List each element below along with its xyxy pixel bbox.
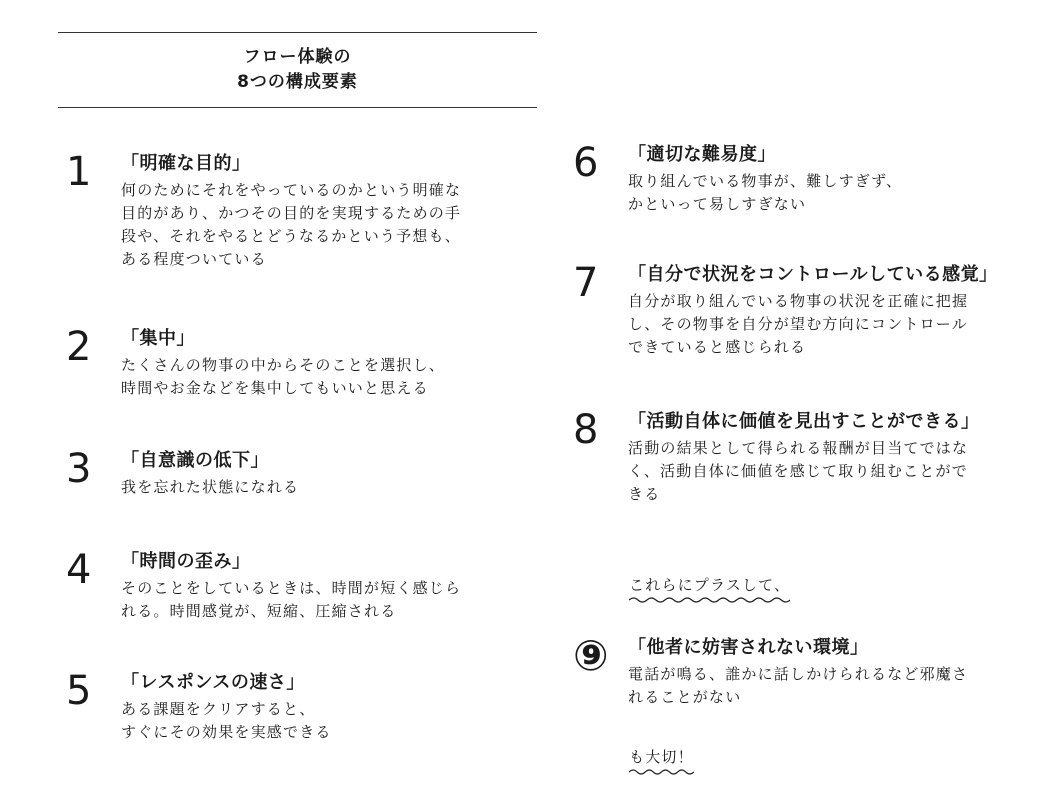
item-title: 「時間の歪み」 bbox=[121, 551, 251, 572]
item-description: たくさんの物事の中からそのことを選択し、 時間やお金などを集中してもいいと思える bbox=[121, 356, 446, 397]
plus-note bbox=[629, 574, 790, 596]
item-description: 取り組んでいる物事が、難しすぎず、 かといって易しすぎない bbox=[628, 172, 903, 213]
item-description: 電話が鳴る、誰かに話しかけられるなど邪魔さ れることがない bbox=[628, 665, 969, 706]
important-note bbox=[629, 746, 694, 768]
item-title: 「適切な難易度」 bbox=[628, 144, 776, 165]
item-title: 「自意識の低下」 bbox=[121, 450, 269, 471]
item-number: 4 bbox=[66, 547, 92, 593]
item-title: 「他者に妨害されない環境」 bbox=[628, 637, 869, 658]
item-number: 6 bbox=[573, 140, 599, 186]
item-description: そのことをしているときは、時間が短く感じら れる。時間感覚が、短縮、圧縮される bbox=[121, 579, 462, 620]
title-line-1: フロー体験の bbox=[243, 47, 352, 67]
item-title: 「集中」 bbox=[121, 328, 195, 349]
item-number: ⑨ bbox=[573, 631, 609, 680]
plus-note-text: これらにプラスして、 bbox=[629, 576, 791, 594]
item-description: 自分が取り組んでいる物事の状況を正確に把握 し、その物事を自分が望む方向にコントロール できていると感じられる bbox=[628, 292, 969, 356]
item-title: 「自分で状況をコントロールしている感覚」 bbox=[628, 264, 998, 285]
item-description: 何のためにそれをやっているのかという明確な 目的があり、かつその目的を実現するための手 段や、それをやるとどうなるかという予想も、 ある程度ついている bbox=[121, 181, 462, 268]
item-number: 7 bbox=[573, 260, 599, 306]
wave-underline bbox=[629, 768, 694, 776]
wave-underline bbox=[629, 596, 790, 604]
item-number: 5 bbox=[66, 668, 92, 714]
item-title: 「明確な目的」 bbox=[121, 153, 251, 174]
item-number: 8 bbox=[573, 407, 599, 453]
important-note-text: も大切！ bbox=[629, 748, 694, 766]
page-title bbox=[58, 32, 537, 108]
item-description: 活動の結果として得られる報酬が目当てではな く、活動自体に価値を感じて取り組むことがで きる bbox=[628, 439, 969, 503]
item-number: 2 bbox=[66, 324, 92, 370]
item-description: 我を忘れた状態になれる bbox=[121, 478, 300, 496]
item-title: 「レスポンスの速さ」 bbox=[121, 672, 305, 693]
item-number: 1 bbox=[66, 149, 92, 195]
item-title: 「活動自体に価値を見出すことができる」 bbox=[628, 411, 980, 432]
title-line-2: 8つの構成要素 bbox=[237, 72, 358, 92]
item-number: 3 bbox=[66, 446, 92, 492]
item-description: ある課題をクリアすると、 すぐにその効果を実感できる bbox=[121, 700, 332, 741]
